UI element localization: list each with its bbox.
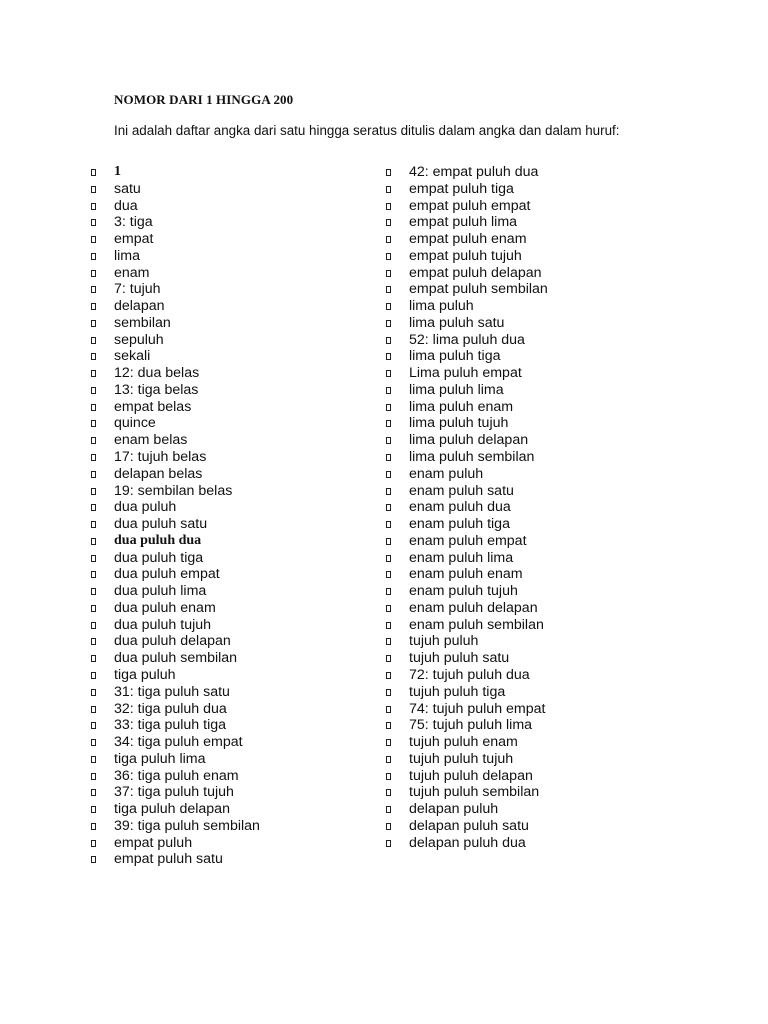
square-bullet-icon [91,689,96,696]
square-bullet-icon [91,806,96,813]
square-bullet-icon [386,555,391,562]
square-bullet-icon [386,722,391,729]
list-item-text: dua puluh [114,499,177,516]
list-item-text: delapan puluh satu [409,817,529,834]
list-item [385,483,685,500]
list-item [90,583,370,600]
list-item [385,164,685,181]
list-item [90,198,370,215]
list-item-text: 39: tiga puluh sembilan [114,817,260,834]
list-item [90,801,370,818]
list-item-text: 32: tiga puluh dua [114,700,227,717]
list-item-text: sembilan [114,314,171,331]
list-item-text: 7: tujuh [114,281,161,298]
list-item-text: 12: dua belas [114,365,200,382]
list-item [385,382,685,399]
square-bullet-icon [386,219,391,226]
list-item-text: sepuluh [114,331,164,348]
square-bullet-icon [91,706,96,713]
square-bullet-icon [91,236,96,243]
list-item [385,265,685,282]
list-item-text: 33: tiga puluh tiga [114,717,227,734]
square-bullet-icon [91,722,96,729]
list-item [385,365,685,382]
list-item-text: tujuh puluh tujuh [409,750,514,767]
square-bullet-icon [386,236,391,243]
list-item-text: tujuh puluh [409,633,479,650]
list-item-text: delapan [114,298,165,315]
list-item [90,164,370,181]
square-bullet-icon [91,387,96,394]
list-item [385,248,685,265]
list-item [385,600,685,617]
list-item [385,650,685,667]
list-item-text: tujuh puluh satu [409,650,510,667]
list-item [385,231,685,248]
square-bullet-icon [386,437,391,444]
list-item [385,818,685,835]
list-item [90,617,370,634]
list-item-text: 37: tiga puluh tujuh [114,784,234,801]
list-item-text: lima puluh sembilan [409,449,535,466]
list-item-text: enam puluh sembilan [409,616,544,633]
list-item-text: dua puluh tujuh [114,616,212,633]
list-item [90,633,370,650]
square-bullet-icon [91,672,96,679]
list-item [90,751,370,768]
intro-paragraph: Ini adalah daftar angka dari satu hingga seratus ditulis dalam angka dan dalam huruf: [114,123,620,138]
list-item-text: enam puluh enam [409,566,523,583]
square-bullet-icon [386,672,391,679]
square-bullet-icon [91,622,96,629]
list-item [90,533,370,550]
list-item [90,818,370,835]
list-item-text: 1 [114,164,121,179]
list-item [385,281,685,298]
list-item [90,684,370,701]
square-bullet-icon [386,404,391,411]
list-item-text: sekali [114,348,151,365]
square-bullet-icon [386,387,391,394]
list-item [385,717,685,734]
list-item-text: delapan belas [114,465,203,482]
list-item-text: enam puluh empat [409,532,527,549]
square-bullet-icon [91,437,96,444]
square-bullet-icon [91,840,96,847]
list-item [90,600,370,617]
square-bullet-icon [386,689,391,696]
list-item [385,734,685,751]
list-item [385,801,685,818]
square-bullet-icon [91,521,96,528]
list-item-text: tujuh puluh sembilan [409,784,540,801]
square-bullet-icon [386,337,391,344]
list-item [385,499,685,516]
list-item-text: lima puluh tiga [409,348,501,365]
square-bullet-icon [386,303,391,310]
list-item-text: empat puluh delapan [409,264,542,281]
list-item [385,415,685,432]
list-item [385,466,685,483]
list-item-text: enam puluh dua [409,499,511,516]
list-item [385,298,685,315]
square-bullet-icon [91,471,96,478]
square-bullet-icon [91,773,96,780]
list-item-text: 36: tiga puluh enam [114,767,239,784]
list-item-text: dua puluh dua [114,532,202,548]
list-item [90,365,370,382]
list-item-text: enam puluh delapan [409,599,538,616]
list-item [90,214,370,231]
list-item [90,483,370,500]
list-item [90,734,370,751]
list-item-text: dua puluh enam [114,599,216,616]
list-item-text: dua puluh empat [114,566,220,583]
square-bullet-icon [91,404,96,411]
square-bullet-icon [386,773,391,780]
square-bullet-icon [386,203,391,210]
list-item [90,181,370,198]
list-item-text: lima puluh delapan [409,432,529,449]
square-bullet-icon [91,655,96,662]
list-item [90,415,370,432]
list-item-text: tujuh puluh tiga [409,683,506,700]
list-item [385,835,685,852]
square-bullet-icon [91,420,96,427]
list-item [90,516,370,533]
list-item [90,768,370,785]
list-item [90,566,370,583]
list-item [385,348,685,365]
square-bullet-icon [386,655,391,662]
list-item [90,499,370,516]
list-item [385,684,685,701]
list-item [90,332,370,349]
square-bullet-icon [91,823,96,830]
list-item-text: enam puluh tujuh [409,583,518,600]
list-item-text: enam belas [114,432,188,449]
list-item-text: empat puluh satu [114,851,223,868]
list-item [385,701,685,718]
list-item [90,550,370,567]
list-item-text: tiga puluh delapan [114,801,230,818]
list-item-text: 42: empat puluh dua [409,164,539,180]
list-item-text: 19: sembilan belas [114,482,233,499]
list-item [90,432,370,449]
list-item-text: empat puluh sembilan [409,281,548,298]
list-item-text: 3: tiga [114,214,153,231]
list-item-text: empat belas [114,398,192,415]
square-bullet-icon [386,638,391,645]
list-item-text: enam puluh tiga [409,516,510,533]
number-list-right-column [385,164,685,851]
list-item-text: lima [114,247,141,264]
square-bullet-icon [91,454,96,461]
square-bullet-icon [91,169,96,176]
square-bullet-icon [91,353,96,360]
list-item [90,784,370,801]
list-item-text: 75: tujuh puluh lima [409,717,533,734]
list-item [90,466,370,483]
list-item-text: dua [114,197,138,214]
square-bullet-icon [386,286,391,293]
square-bullet-icon [91,219,96,226]
list-item [385,449,685,466]
list-item [90,717,370,734]
square-bullet-icon [386,186,391,193]
list-item [90,382,370,399]
square-bullet-icon [386,169,391,176]
list-item [90,248,370,265]
square-bullet-icon [386,806,391,813]
list-item-text: 13: tiga belas [114,381,199,398]
list-item-text: enam puluh lima [409,549,514,566]
square-bullet-icon [91,203,96,210]
square-bullet-icon [386,454,391,461]
square-bullet-icon [91,253,96,260]
square-bullet-icon [91,303,96,310]
list-item-text: empat puluh empat [409,197,531,214]
list-item-text: delapan puluh dua [409,834,526,851]
square-bullet-icon [91,270,96,277]
list-item [385,633,685,650]
list-item-text: lima puluh lima [409,381,504,398]
list-item [90,667,370,684]
square-bullet-icon [386,756,391,763]
list-item-text: lima puluh enam [409,398,514,415]
square-bullet-icon [91,538,96,545]
list-item-text: empat puluh lima [409,214,518,231]
list-item [385,516,685,533]
square-bullet-icon [91,555,96,562]
square-bullet-icon [91,571,96,578]
square-bullet-icon [386,488,391,495]
list-item-text: dua puluh satu [114,516,208,533]
list-item [90,281,370,298]
list-item [90,315,370,332]
list-item [90,701,370,718]
square-bullet-icon [91,638,96,645]
list-item-text: 17: tujuh belas [114,449,207,466]
square-bullet-icon [91,370,96,377]
list-item-text: delapan puluh [409,801,499,818]
list-item-text: lima puluh tujuh [409,415,509,432]
list-item [90,399,370,416]
list-item-text: empat puluh tiga [409,180,514,197]
square-bullet-icon [386,270,391,277]
square-bullet-icon [91,186,96,193]
square-bullet-icon [386,571,391,578]
list-item-text: tujuh puluh delapan [409,767,533,784]
square-bullet-icon [386,538,391,545]
square-bullet-icon [91,320,96,327]
list-item-text: tiga puluh [114,666,176,683]
square-bullet-icon [91,739,96,746]
list-item-text: lima puluh [409,298,474,315]
list-item-text: satu [114,180,141,197]
list-item [385,214,685,231]
list-item [90,298,370,315]
list-item-text: dua puluh lima [114,583,207,600]
list-item-text: dua puluh tiga [114,549,204,566]
list-item-text: lima puluh satu [409,314,505,331]
square-bullet-icon [386,320,391,327]
list-item [385,432,685,449]
list-item [385,751,685,768]
document-title: NOMOR DARI 1 HINGGA 200 [114,92,294,107]
list-item [385,181,685,198]
list-item-text: enam [114,264,150,281]
list-item-text: Lima puluh empat [409,365,522,382]
list-item [385,768,685,785]
square-bullet-icon [386,420,391,427]
list-item-text: enam puluh [409,465,484,482]
list-item [385,315,685,332]
square-bullet-icon [386,504,391,511]
square-bullet-icon [386,706,391,713]
list-item [385,399,685,416]
list-item [385,198,685,215]
square-bullet-icon [386,370,391,377]
square-bullet-icon [91,605,96,612]
square-bullet-icon [91,756,96,763]
square-bullet-icon [91,337,96,344]
list-item [385,533,685,550]
list-item [385,667,685,684]
list-item-text: tiga puluh lima [114,750,206,767]
list-item-text: quince [114,415,156,432]
list-item [385,784,685,801]
list-item [90,650,370,667]
square-bullet-icon [91,488,96,495]
square-bullet-icon [386,840,391,847]
list-item-text: 74: tujuh puluh empat [409,700,546,717]
list-item-text: 72: tujuh puluh dua [409,666,530,683]
list-item-text: enam puluh satu [409,482,514,499]
list-item [385,583,685,600]
list-item-text: 31: tiga puluh satu [114,683,230,700]
square-bullet-icon [386,789,391,796]
square-bullet-icon [386,823,391,830]
square-bullet-icon [386,353,391,360]
list-item [90,449,370,466]
list-item-text: tujuh puluh enam [409,734,518,751]
list-item [90,348,370,365]
square-bullet-icon [91,504,96,511]
list-item-text: empat puluh enam [409,231,527,248]
square-bullet-icon [386,521,391,528]
list-item [90,231,370,248]
list-item-text: empat puluh tujuh [409,247,522,264]
list-item [385,550,685,567]
list-item [90,265,370,282]
list-item-text: dua puluh sembilan [114,650,238,667]
list-item-text: 34: tiga puluh empat [114,734,243,751]
number-list-left-column [90,164,370,868]
square-bullet-icon [386,253,391,260]
square-bullet-icon [386,588,391,595]
square-bullet-icon [386,739,391,746]
list-item-text: dua puluh delapan [114,633,231,650]
list-item [385,617,685,634]
square-bullet-icon [91,856,96,863]
list-item-text: 52: lima puluh dua [409,331,525,348]
square-bullet-icon [386,605,391,612]
list-item-text: empat [114,231,154,248]
list-item [90,851,370,868]
list-item [90,835,370,852]
square-bullet-icon [386,471,391,478]
square-bullet-icon [91,789,96,796]
square-bullet-icon [91,286,96,293]
list-item [385,332,685,349]
square-bullet-icon [91,588,96,595]
list-item [385,566,685,583]
square-bullet-icon [386,622,391,629]
list-item-text: empat puluh [114,834,193,851]
